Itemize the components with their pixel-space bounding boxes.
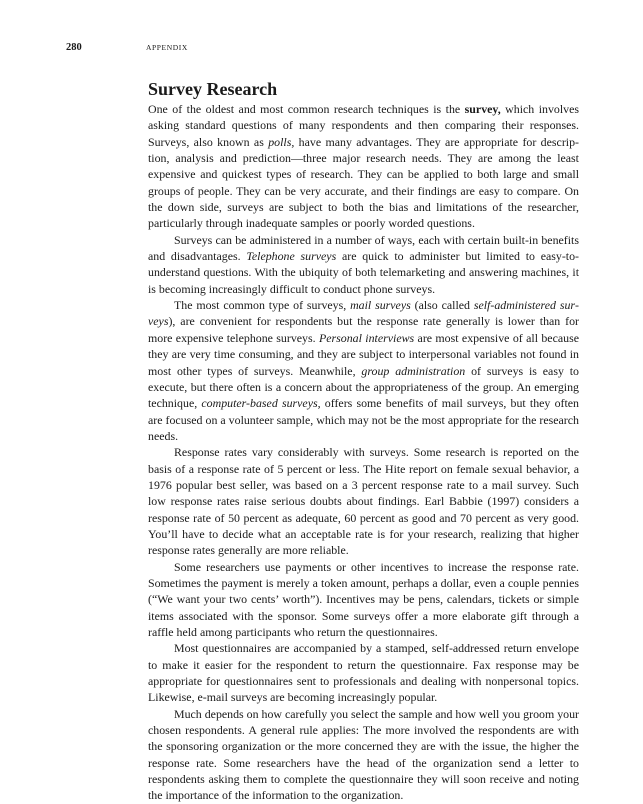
term-polls: polls, [268, 134, 295, 149]
paragraph-survey-definition: One of the oldest and most common research techniques is the survey, which involves asking standard questions of many respondents and then comparing their responses. Surveys, also known as polls, have many advantages. They are appropriate for description, analysis and prediction—three major research needs. They are among the least expensive and quickest types of research. They can be applied to both large and small groups of people. They can be very accurate, and their findings are easy to compare. On the down side, surveys are subject to both the bias and limitations of the researcher, particularly through inadequate samples or poorly worded questions. [148, 102, 579, 231]
paragraph-survey-types: The most common type of surveys, mail surveys (also called self-administered surveys), are convenient for respondents but the response rate generally is lower than for more expensive telephone surveys. Personal interviews are most expensive of all because they are very time consuming, and they are subject to interpersonal variables not found in most other types of surveys. Meanwhile, group administration of surveys is easy to execute, but there often is a concern about the appropriateness of the group. An emerging technique, computer-based surveys, offers some benefits of mail surveys, but they often are focused on a volunteer sample, which may not be the most appropriate for the research needs. [148, 298, 579, 443]
term-telephone-surveys: Telephone surveys [246, 249, 337, 264]
paragraph-return-envelope: Most questionnaires are accompanied by a stamped, self-addressed return envelope to make it easier for the respondent to return the questionnaire. Fax response may be appropriate for questionnaires sent to professionals and dealing with nonpersonal topics. Likewise, e-mail surveys are becoming increasingly popular. [148, 641, 579, 705]
term-self-administered-surveys: self-administered surveys [148, 298, 579, 329]
paragraph-response-rates: Response rates vary considerably with surveys. Some research is reported on the basis of a response rate of 5 percent or less. The Hite report on female sexual behavior, a 1976 popular best seller, was based on a 3 percent response rate to a mail survey. Such low response rates raise serious doubts about findings. Earl Babbie (1997) considers a response rate of 50 percent as adequate, 60 percent as good and 70 percent as very good. You’ll have to decide what an acceptable rate is for your research, realizing that higher response rates generally are more reliable. [148, 445, 579, 558]
paragraph-incentives: Some researchers use payments or other incentives to increase the response rate. Sometimes the payment is merely a token amount, perhaps a dollar, even a couple pennies (“We want your two cents’ worth”). Incentives may be pens, calendars, tickets or simple items associated with the sponsor. Some surveys offer a more elaborate gift through a raffle held among participants who return the questionnaires. [148, 559, 579, 639]
term-group-administration: group administration [361, 363, 466, 378]
body-text [148, 101, 579, 804]
term-computer-based-surveys: computer-based surveys, [201, 396, 321, 411]
term-mail-surveys: mail surveys [350, 298, 411, 313]
term-survey: survey, [464, 102, 501, 116]
paragraph-sample-selection: Much depends on how carefully you select the sample and how well you groom your chosen respondents. A general rule applies: The more involved the respondents are with the sponsoring organization or the more concerned they are with the issue, the higher the response rate. Some researchers have the head of the organization send a letter to respondents asking them to complete the questionnaire they will soon receive and noting the importance of the information to the organization. [148, 706, 579, 803]
running-head [66, 42, 586, 56]
running-title: APPENDIX [146, 43, 188, 52]
term-personal-interviews: Personal interviews [318, 330, 415, 345]
page-number: 280 [66, 42, 82, 53]
section-title: Survey Research [148, 79, 278, 99]
paragraph-telephone-surveys: Surveys can be administered in a number of ways, each with certain built-in benefits and disadvantages. Telephone surveys are quick to administer but limited to easy-to-understand questions. With the ubiquity of both telemarketing and answering machines, it is becoming increasingly difficult to conduct phone surveys. [148, 232, 579, 296]
